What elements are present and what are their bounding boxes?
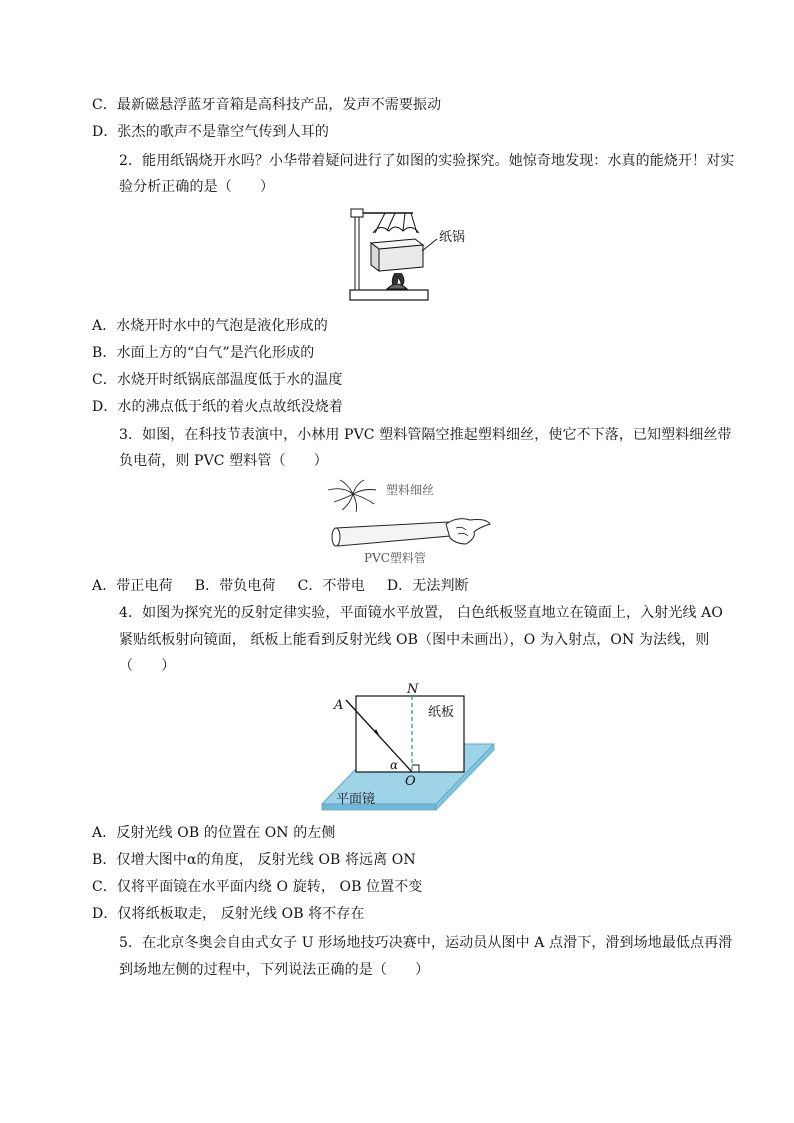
question-3-option-b: B．带负电荷: [194, 578, 276, 594]
question-3-option-c: C．不带电: [297, 578, 365, 594]
question-4-option-d: D．仅将纸板取走， 反射光线 OB 将不存在: [92, 906, 365, 922]
question-5-stem-line1: 5．在北京冬奥会自由式女子 U 形场地技巧决赛中，运动员从图中 A 点滑下，滑到场地最低点再滑: [119, 935, 733, 951]
question-2-stem-line2: 验分析正确的是（ ）: [119, 179, 275, 195]
question-3-stem-line1: 3．如图，在科技节表演中，小林用 PVC 塑料管隔空推起塑料细丝，使它不下落，已知塑料细丝带: [119, 427, 732, 443]
label-alpha: α: [390, 758, 399, 772]
question-3-options: [92, 576, 469, 596]
line-option-c-q1: C．最新磁悬浮蓝牙音箱是高科技产品，发声不需要振动: [92, 97, 442, 113]
label-o: O: [405, 774, 416, 789]
question-5-stem-line2: 到场地左侧的过程中，下列说法正确的是（ ）: [119, 962, 430, 978]
question-3-option-a: A．带正电荷: [92, 578, 173, 594]
board-label: 纸板: [428, 705, 455, 720]
question-4-option-b: B．仅增大图中α的角度， 反射光线 OB 将远离 ON: [92, 852, 416, 868]
question-2-option-a: A．水烧开时水中的气泡是液化形成的: [92, 318, 328, 334]
paper-pot-figure: [345, 203, 495, 305]
reflection-figure: [318, 680, 500, 814]
question-3-stem-line2: 负电荷，则 PVC 塑料管（ ）: [119, 453, 328, 469]
question-4-stem-line2: 紧贴纸板射向镜面， 纸板上能看到反射光线 OB（图中未画出），O 为入射点，ON 为法线，则: [119, 632, 710, 648]
line-option-d-q1: D．张杰的歌声不是靠空气传到人耳的: [92, 124, 329, 140]
question-4-stem-line3: （ ）: [119, 658, 176, 674]
question-3-option-d: D．无法判断: [386, 578, 469, 594]
label-a: A: [334, 698, 344, 713]
question-4-stem-line1: 4．如图为探究光的反射定律实验，平面镜水平放置， 白色纸板竖直地立在镜面上，入射光线 AO: [119, 605, 723, 621]
tube-label: PVC塑料管: [364, 551, 426, 565]
pot-label: 纸锅: [439, 230, 466, 245]
question-2-option-d: D．水的沸点低于纸的着火点故纸没烧着: [92, 399, 344, 415]
label-n: N: [407, 682, 419, 697]
fiber-label: 塑料细丝: [386, 483, 435, 497]
question-4-option-a: A．反射光线 OB 的位置在 ON 的左侧: [92, 825, 336, 841]
question-2-option-b: B．水面上方的“白气”是汽化形成的: [92, 345, 315, 361]
mirror-label: 平面镜: [336, 792, 376, 807]
question-2-stem-line1: 2．能用纸锅烧开水吗？小华带着疑问进行了如图的实验探究。她惊奇地发现：水真的能烧开！对实: [119, 153, 735, 169]
question-4-option-c: C．仅将平面镜在水平面内绕 O 旋转， OB 位置不变: [92, 879, 423, 895]
question-2-option-c: C．水烧开时纸锅底部温度低于水的温度: [92, 372, 343, 388]
pvc-tube-figure: [318, 476, 498, 568]
